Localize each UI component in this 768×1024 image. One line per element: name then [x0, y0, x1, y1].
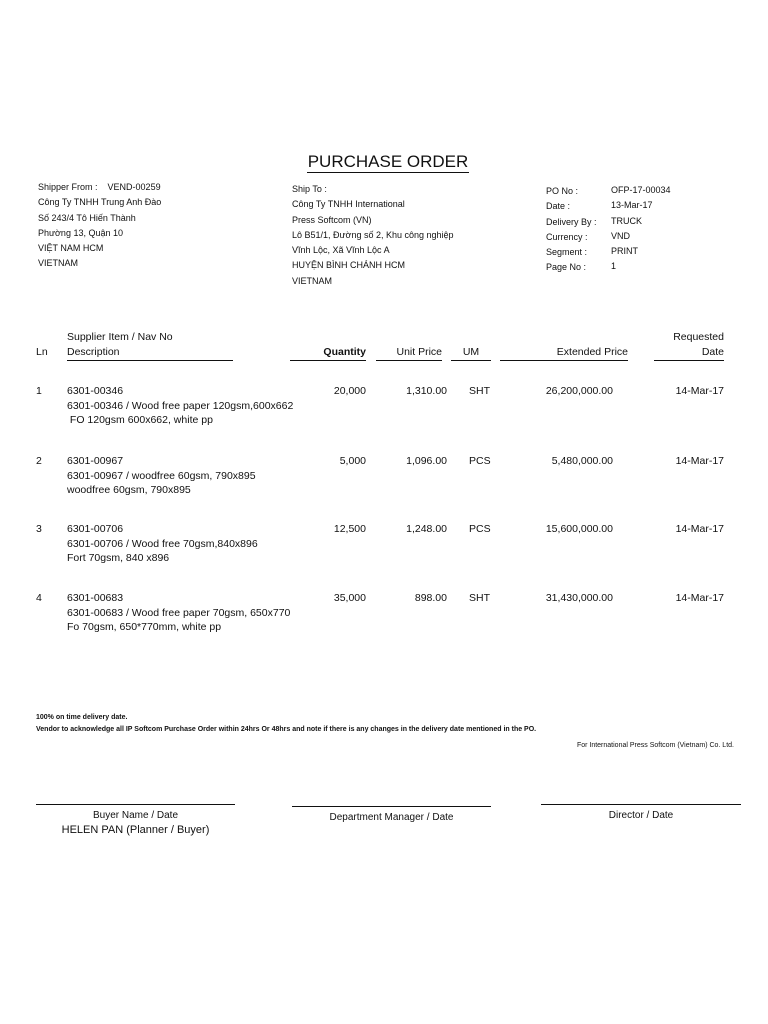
line-requested-date: 14-Mar-17	[675, 523, 724, 535]
line-description-detail: Fo 70gsm, 650*770mm, white pp	[67, 621, 222, 634]
ship-to-block	[292, 182, 454, 289]
line-um: PCS	[469, 455, 491, 467]
line-um: PCS	[469, 523, 491, 535]
notes-block	[36, 712, 536, 736]
line-extended-price: 15,600,000.00	[545, 523, 613, 535]
line-requested-date: 14-Mar-17	[675, 385, 724, 397]
line-number: 1	[36, 385, 42, 397]
po-info-label: Delivery By :	[546, 216, 597, 227]
segment: PRINT	[611, 246, 638, 257]
line-number: 3	[36, 523, 42, 535]
col-header-date: Date	[654, 346, 724, 361]
buyer-name: HELEN PAN (Planner / Buyer)	[61, 824, 210, 836]
ship-to-line: Press Softcom (VN)	[292, 214, 372, 225]
line-number: 2	[36, 455, 42, 467]
currency: VND	[611, 230, 631, 241]
col-header-ln: Ln	[36, 346, 48, 358]
delivery-by: TRUCK	[611, 215, 642, 226]
po-info-values	[611, 183, 671, 275]
line-item	[67, 454, 256, 498]
po-info-label: Date :	[546, 201, 571, 212]
po-info-labels	[546, 184, 597, 276]
line-description-detail: FO 120gsm 600x662, white pp	[67, 414, 213, 427]
line-quantity: 20,000	[333, 385, 366, 397]
col-header-um: UM	[451, 346, 491, 361]
line-um: SHT	[469, 592, 490, 604]
col-header-supplier-item: Supplier Item / Nav No	[67, 331, 173, 343]
line-quantity: 5,000	[339, 455, 366, 467]
line-item	[67, 522, 258, 566]
line-description: 6301-00346 / Wood free paper 120gsm,600x662	[67, 399, 294, 412]
supplier-item-no: 6301-00683	[67, 592, 124, 604]
ship-to-label: Ship To :	[292, 184, 327, 194]
ship-to-line: Lô B51/1, Đường số 2, Khu công nghiệp	[292, 229, 454, 240]
supplier-item-no: 6301-00967	[67, 455, 124, 467]
po-info-label: PO No :	[546, 186, 579, 196]
buyer-signature-label: Buyer Name / Date	[92, 810, 179, 821]
po-date: 13-Mar-17	[611, 200, 653, 211]
po-info-label: Currency :	[546, 231, 588, 242]
col-header-extended-price: Extended Price	[500, 346, 628, 361]
col-header-quantity: Quantity	[290, 346, 366, 361]
shipper-label: Shipper From :	[38, 182, 98, 192]
line-item	[67, 591, 290, 635]
col-header-unit-price: Unit Price	[376, 346, 442, 361]
note-line: 100% on time delivery date.	[36, 714, 128, 721]
line-description: 6301-00683 / Wood free paper 70gsm, 650x770	[67, 606, 291, 619]
line-description: 6301-00706 / Wood free 70gsm,840x896	[67, 537, 258, 550]
po-info-label: Segment :	[546, 247, 588, 258]
line-unit-price: 898.00	[414, 592, 447, 604]
line-um: SHT	[469, 385, 490, 397]
supplier-item-no: 6301-00346	[67, 385, 124, 397]
ship-to-line: Vĩnh Lộc, Xã Vĩnh Lộc A	[292, 245, 390, 256]
line-extended-price: 31,430,000.00	[545, 592, 613, 604]
buyer-signature-line	[36, 804, 235, 805]
page-number: 1	[611, 261, 617, 272]
shipper-line: Phường 13, Quận 10	[38, 227, 123, 238]
line-requested-date: 14-Mar-17	[675, 455, 724, 467]
document-title: PURCHASE ORDER	[307, 152, 469, 171]
ship-to-line: Công Ty TNHH International	[292, 199, 405, 210]
department-signature-line	[292, 806, 491, 807]
line-unit-price: 1,310.00	[406, 385, 447, 397]
line-item	[67, 384, 293, 428]
ship-to-line: HUYỆN BÌNH CHÁNH HCM	[292, 260, 406, 271]
line-unit-price: 1,096.00	[406, 455, 447, 467]
line-quantity: 35,000	[333, 592, 366, 604]
line-extended-price: 26,200,000.00	[545, 385, 613, 397]
shipper-line: Công Ty TNHH Trung Anh Đào	[38, 197, 162, 208]
po-info-label: Page No :	[546, 262, 587, 273]
company-signoff: For International Press Softcom (Vietnam) Co. Ltd.	[576, 742, 734, 749]
po-number: OFP-17-00034	[611, 185, 671, 195]
line-description: 6301-00967 / woodfree 60gsm, 790x895	[67, 469, 256, 482]
note-line: Vendor to acknowledge all IP Softcom Purchase Order within 24hrs Or 48hrs and note if there is any changes in the delivery date mentioned in the PO.	[36, 726, 537, 733]
shipper-line: VIỆT NAM HCM	[38, 243, 104, 254]
line-extended-price: 5,480,000.00	[551, 455, 613, 467]
ship-to-line: VIETNAM	[292, 275, 333, 286]
line-description-detail: Fort 70gsm, 840 x896	[67, 552, 170, 565]
supplier-item-no: 6301-00706	[67, 523, 124, 535]
line-requested-date: 14-Mar-17	[675, 592, 724, 604]
line-quantity: 12,500	[333, 523, 366, 535]
line-unit-price: 1,248.00	[406, 523, 447, 535]
director-signature-line	[541, 804, 741, 805]
shipper-block	[38, 180, 161, 272]
shipper-line: VIETNAM	[38, 258, 79, 269]
col-header-requested: Requested	[673, 331, 724, 343]
line-description-detail: woodfree 60gsm, 790x895	[67, 484, 191, 497]
col-header-description: Description	[67, 346, 233, 361]
line-number: 4	[36, 592, 42, 604]
department-manager-label: Department Manager / Date	[329, 812, 454, 823]
shipper-line: Số 243/4 Tô Hiến Thành	[38, 212, 136, 223]
shipper-code: VEND-00259	[107, 182, 161, 192]
director-label: Director / Date	[608, 810, 674, 821]
